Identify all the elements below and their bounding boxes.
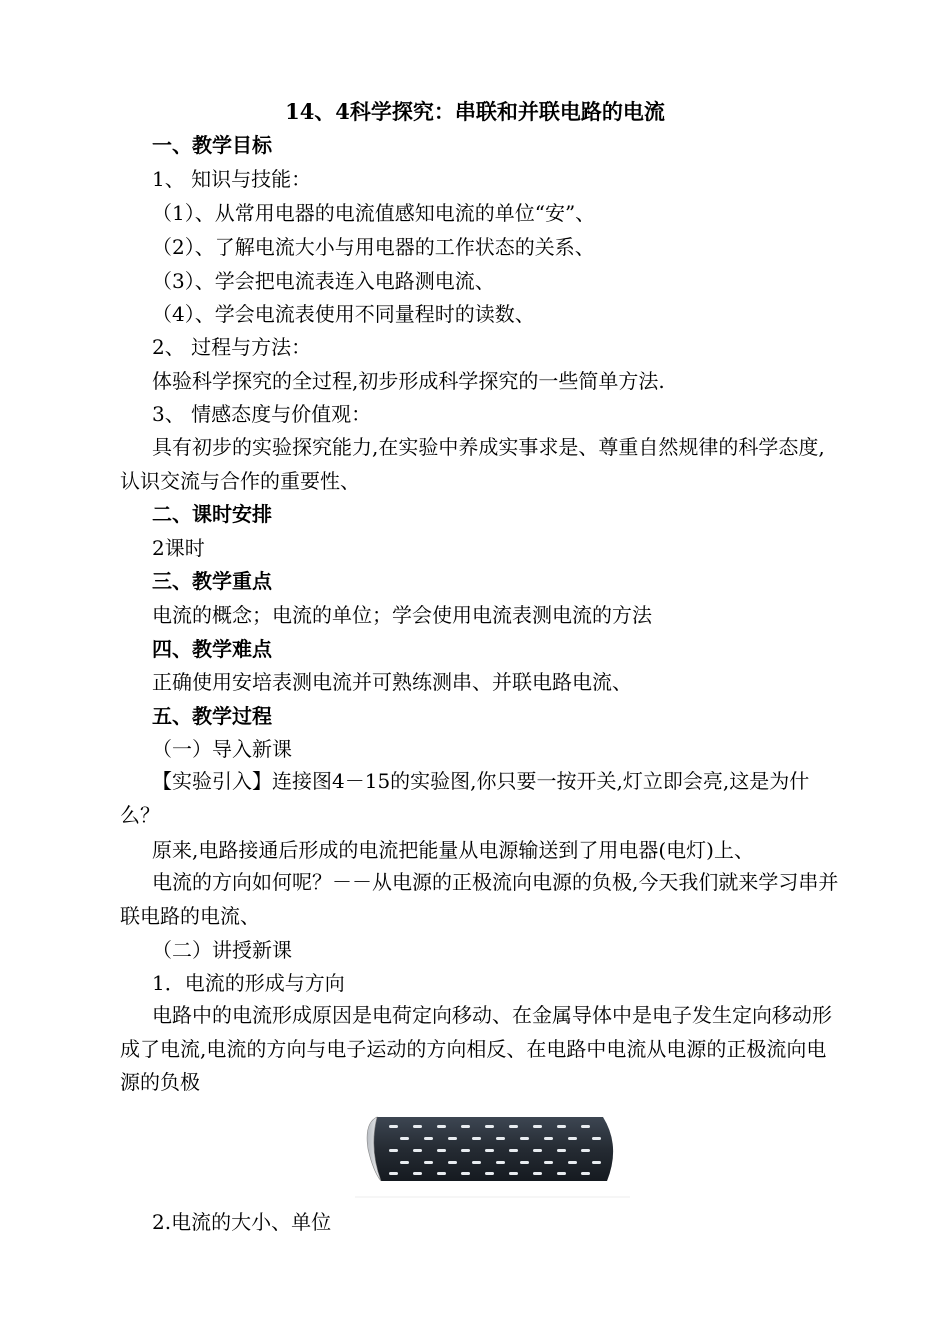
electron-mark: [448, 1161, 457, 1164]
electron-mark: [496, 1137, 505, 1140]
wire-electrons-illustration: [355, 1109, 630, 1199]
electron-mark: [568, 1137, 577, 1140]
electron-mark: [448, 1137, 457, 1140]
electron-mark: [400, 1161, 409, 1164]
electron-mark: [424, 1161, 433, 1164]
electron-mark: [581, 1172, 590, 1175]
subheading-teach: （二）讲授新课: [152, 938, 292, 962]
electron-mark: [389, 1125, 398, 1128]
electron-mark: [520, 1137, 529, 1140]
electron-mark: [557, 1149, 566, 1152]
explain-text-1: 原来,电路接通后形成的电流把能量从电源输送到了用电器(电灯)上、: [152, 838, 754, 862]
electron-mark: [520, 1161, 529, 1164]
goal-item-4: （4）、学会电流表使用不同量程时的读数、: [152, 302, 535, 326]
electron-mark: [544, 1161, 553, 1164]
electron-mark: [485, 1172, 494, 1175]
point-2-heading: 2.电流的大小、单位: [152, 1210, 332, 1234]
heading-goals: 一、教学目标: [152, 133, 272, 157]
electron-mark: [437, 1172, 446, 1175]
key-text: 电流的概念；电流的单位；学会使用电流表测电流的方法: [152, 603, 652, 627]
point-1-text: 电路中的电流形成原因是电荷定向移动、在金属导体中是电子发生定向移动形成了电流,电流的方向与电子运动的方向相反、在电路中电流从电源的正极流向电源的负极: [120, 1003, 832, 1094]
electron-mark: [413, 1172, 422, 1175]
electron-mark: [413, 1149, 422, 1152]
electron-mark: [557, 1125, 566, 1128]
difficulty-text: 正确使用安培表测电流并可熟练测串、并联电路电流、: [152, 670, 632, 694]
electron-mark: [389, 1149, 398, 1152]
goal-item-1: （1）、从常用电器的电流值感知电流的单位“安”、: [152, 201, 596, 225]
electron-mark: [581, 1149, 590, 1152]
electron-mark: [509, 1172, 518, 1175]
point-1-heading: 1．电流的形成与方向: [152, 971, 345, 995]
attitude-text: 具有初步的实验探究能力,在实验中养成实事求是、尊重自然规律的科学态度,认识交流与合作的重要性、: [120, 435, 825, 493]
subheading-intro: （一）导入新课: [152, 737, 292, 761]
electron-mark: [568, 1161, 577, 1164]
subheading-knowledge: 1、 知识与技能：: [152, 167, 312, 191]
subheading-method: 2、 过程与方法：: [152, 335, 312, 359]
heading-process: 五、教学过程: [152, 704, 272, 728]
electron-mark: [424, 1137, 433, 1140]
goal-item-3: （3）、学会把电流表连入电路测电流、: [152, 269, 495, 293]
method-text: 体验科学探究的全过程,初步形成科学探究的一些简单方法.: [152, 369, 665, 393]
electron-mark: [509, 1125, 518, 1128]
document-title: 14、4科学探究：串联和并联电路的电流: [285, 99, 665, 124]
electron-mark: [533, 1125, 542, 1128]
electron-mark: [461, 1125, 470, 1128]
electron-mark: [485, 1149, 494, 1152]
electron-mark: [437, 1149, 446, 1152]
electron-mark: [533, 1149, 542, 1152]
explain-text-2: 电流的方向如何呢？－－从电源的正极流向电源的负极,今天我们就来学习串并联电路的电流、: [120, 870, 839, 928]
electron-mark: [461, 1172, 470, 1175]
electron-mark: [557, 1172, 566, 1175]
electron-mark: [581, 1125, 590, 1128]
heading-key: 三、教学重点: [152, 569, 272, 593]
electron-mark: [592, 1137, 601, 1140]
electron-mark: [485, 1125, 494, 1128]
electron-mark: [389, 1172, 398, 1175]
subheading-attitude: 3、 情感态度与价值观：: [152, 402, 372, 426]
heading-difficulty: 四、教学难点: [152, 637, 272, 661]
electron-mark: [472, 1161, 481, 1164]
electron-mark: [437, 1125, 446, 1128]
electron-mark: [461, 1149, 470, 1152]
hours-text: 2课时: [152, 536, 205, 560]
electron-mark: [400, 1137, 409, 1140]
heading-schedule: 二、课时安排: [152, 502, 272, 526]
electron-mark: [413, 1125, 422, 1128]
intro-text: 【实验引入】连接图4－15的实验图,你只要一按开关,灯立即会亮,这是为什么？: [120, 769, 810, 827]
electron-mark: [509, 1149, 518, 1152]
goal-item-2: （2）、了解电流大小与用电器的工作状态的关系、: [152, 235, 595, 259]
electron-mark: [533, 1172, 542, 1175]
electron-mark: [592, 1161, 601, 1164]
electron-mark: [544, 1137, 553, 1140]
electron-mark: [496, 1161, 505, 1164]
electron-mark: [472, 1137, 481, 1140]
